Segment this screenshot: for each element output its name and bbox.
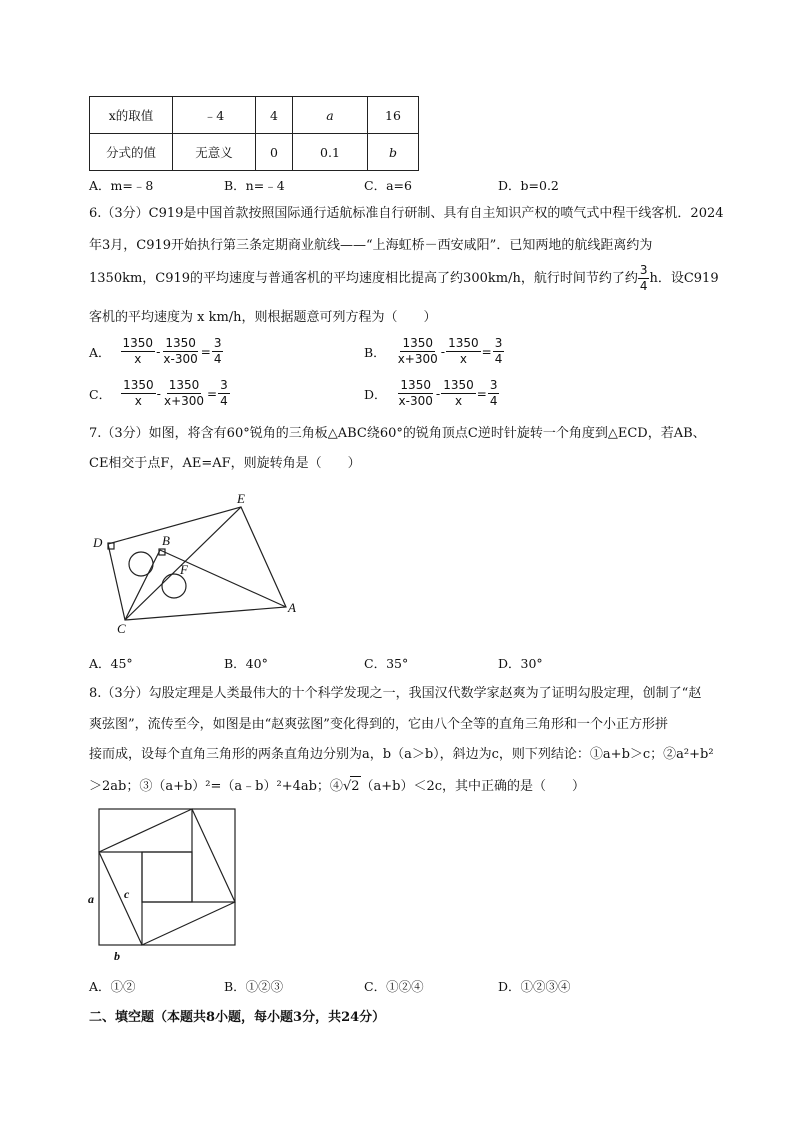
fraction-numerator: 3 bbox=[213, 336, 222, 350]
q6-text-line3 bbox=[89, 263, 719, 294]
inner-square bbox=[142, 852, 192, 902]
table-cell: x的取值 bbox=[90, 97, 173, 134]
table-cell: 无意义 bbox=[173, 134, 256, 171]
q6-option-c[interactable] bbox=[89, 378, 230, 409]
fraction-numerator: 1350 bbox=[402, 336, 433, 350]
q7-text-line1: 7.（3分）如图，将含有60°锐角的三角板△ABC绕60°的锐角顶点C逆时针旋转一个角度到△ECD，若AB、 bbox=[89, 426, 706, 441]
table-cell: 0 bbox=[256, 134, 293, 171]
fraction-denominator: 4 bbox=[213, 352, 222, 366]
fraction-numerator: 1350 bbox=[400, 378, 431, 392]
fraction-numerator: 3 bbox=[489, 378, 498, 392]
equals-sign: = bbox=[207, 386, 218, 401]
q7-option-a[interactable]: A．45° bbox=[89, 656, 133, 671]
fraction bbox=[397, 378, 435, 409]
label-d: D bbox=[93, 535, 103, 550]
q5-option-b[interactable]: B．n=﹣4 bbox=[224, 178, 285, 193]
table-row bbox=[90, 97, 419, 134]
table-cell: a bbox=[293, 97, 368, 134]
label-b: b bbox=[114, 949, 120, 963]
option-label: D． bbox=[364, 386, 387, 402]
q8-option-b[interactable]: B．①②③ bbox=[224, 979, 284, 994]
fraction bbox=[162, 378, 206, 409]
fraction-denominator: 4 bbox=[220, 394, 228, 408]
fraction-denominator: x-300 bbox=[163, 352, 198, 366]
segment-cb bbox=[125, 550, 160, 620]
table-row bbox=[90, 134, 419, 171]
segment-ba bbox=[160, 550, 286, 607]
label-c: c bbox=[124, 887, 130, 901]
label-a: a bbox=[88, 892, 94, 906]
table-cell: 4 bbox=[256, 97, 293, 134]
tilted-square bbox=[99, 809, 235, 945]
q5-option-c[interactable]: C．a=6 bbox=[364, 178, 412, 193]
fraction bbox=[212, 336, 224, 367]
fraction bbox=[488, 378, 500, 409]
label-c: C bbox=[117, 621, 126, 636]
option-label: C． bbox=[89, 386, 112, 402]
fraction bbox=[161, 336, 199, 367]
q6-text-line1: 6.（3分）C919是中国首款按照国际通行适航标准自行研制、具有自主知识产权的喷气式中程干线客机．2024 bbox=[89, 206, 724, 221]
label-a: A bbox=[288, 600, 296, 615]
q8-text-line1: 8.（3分）勾股定理是人类最伟大的十个科学发现之一，我国汉代数学家赵爽为了证明勾股定理，创制了“赵 bbox=[89, 686, 702, 701]
fraction-denominator: x-300 bbox=[398, 394, 433, 408]
fraction bbox=[121, 336, 156, 367]
option-label: A． bbox=[89, 344, 111, 360]
q8-option-d[interactable]: D．①②③④ bbox=[498, 979, 571, 994]
sqrt-radicand: 2 bbox=[350, 776, 360, 797]
fraction-numerator: 3 bbox=[494, 336, 503, 350]
fraction bbox=[396, 336, 440, 367]
fraction bbox=[218, 378, 230, 409]
triangle-hole-circle bbox=[162, 574, 186, 598]
fraction-denominator: x bbox=[459, 352, 467, 366]
q6-text-line2: 年3月，C919开始执行第三条定期商业航线——“上海虹桥－西安咸阳”．已知两地的航线距离约为 bbox=[89, 238, 653, 253]
fraction-numerator: 3 bbox=[220, 378, 228, 392]
fraction-denominator: 4 bbox=[489, 394, 498, 408]
fraction-numerator: 1350 bbox=[165, 336, 196, 350]
q8-option-c[interactable]: C．①②④ bbox=[364, 979, 424, 994]
outer-square bbox=[99, 809, 235, 945]
fraction-denominator: x bbox=[134, 352, 142, 366]
fraction bbox=[638, 263, 650, 294]
q8-text-line4 bbox=[89, 776, 585, 797]
q7-option-b[interactable]: B．40° bbox=[224, 656, 268, 671]
q6-text-line3a: 1350km，C919的平均速度与普通客机的平均速度相比提高了约300km/h，航行时间节约了约 bbox=[89, 270, 638, 286]
fraction-denominator: 4 bbox=[494, 352, 503, 366]
fraction bbox=[446, 336, 481, 367]
equals-sign: = bbox=[200, 344, 211, 359]
q7-text-line2: CE相交于点F，AE=AF，则旋转角是（ ） bbox=[89, 456, 361, 471]
rotation-figure bbox=[80, 485, 310, 640]
fraction-numerator: 1350 bbox=[168, 378, 200, 392]
q8-text-line4a: ＞2ab；③（a+b）²=（a﹣b）²+4ab；④ bbox=[89, 779, 343, 794]
option-label: B． bbox=[364, 344, 386, 360]
q6-text-line4: 客机的平均速度为 x km/h，则根据题意可列方程为（ ） bbox=[89, 310, 437, 325]
label-b: B bbox=[162, 533, 170, 548]
fraction-denominator: x bbox=[134, 394, 142, 408]
fraction-denominator: x+300 bbox=[397, 352, 438, 366]
label-e: E bbox=[237, 491, 245, 506]
minus-sign: - bbox=[156, 344, 161, 359]
q6-text-line3b: h．设C919 bbox=[649, 270, 719, 286]
table-cell: 16 bbox=[368, 97, 419, 134]
q8-text-line4b: （a+b）＜2c，其中正确的是（ ） bbox=[360, 779, 586, 794]
q6-option-a[interactable] bbox=[89, 336, 223, 367]
q6-option-b[interactable] bbox=[364, 336, 504, 367]
value-table bbox=[89, 96, 419, 171]
fraction bbox=[121, 378, 156, 409]
q7-option-c[interactable]: C．35° bbox=[364, 656, 409, 671]
q5-option-d[interactable]: D．b=0.2 bbox=[498, 178, 559, 193]
equals-sign: = bbox=[481, 344, 492, 359]
table-cell: ﹣4 bbox=[173, 97, 256, 134]
q8-text-line3: 接而成，设每个直角三角形的两条直角边分别为a，b（a＞b），斜边为c，则下列结论：①a+b＞c；②a²+b² bbox=[89, 747, 714, 762]
q7-option-d[interactable]: D．30° bbox=[498, 656, 543, 671]
zhaoshuang-figure bbox=[84, 804, 244, 966]
q5-option-a[interactable]: A．m=﹣8 bbox=[89, 178, 154, 193]
fraction-numerator: 1350 bbox=[122, 336, 154, 350]
section-heading: 二、填空题（本题共8小题，每小题3分，共24分） bbox=[89, 1010, 386, 1025]
table-cell: 0.1 bbox=[293, 134, 368, 171]
fraction bbox=[493, 336, 505, 367]
minus-sign: - bbox=[440, 344, 446, 359]
minus-sign: - bbox=[156, 386, 161, 401]
table-cell: 分式的值 bbox=[90, 134, 173, 171]
q6-option-d[interactable] bbox=[364, 378, 499, 409]
equals-sign: = bbox=[476, 386, 487, 401]
fraction-denominator: 4 bbox=[639, 279, 648, 293]
fraction-numerator: 1350 bbox=[448, 336, 479, 350]
quadrilateral-outline bbox=[108, 507, 286, 620]
q8-text-line2: 爽弦图”，流传至今，如图是由“赵爽弦图”变化得到的，它由八个全等的直角三角形和一个小正方形拼 bbox=[89, 717, 668, 732]
triangle-hole-circle bbox=[129, 552, 153, 576]
fraction-numerator: 1350 bbox=[443, 378, 474, 392]
q8-option-a[interactable]: A．①② bbox=[89, 979, 136, 994]
sqrt-icon: √ bbox=[342, 779, 352, 794]
fraction-numerator: 1350 bbox=[123, 378, 154, 392]
fraction bbox=[441, 378, 476, 409]
fraction-denominator: x+300 bbox=[163, 394, 205, 408]
table-cell: b bbox=[368, 134, 419, 171]
fraction-numerator: 3 bbox=[639, 263, 648, 277]
minus-sign: - bbox=[435, 386, 441, 401]
label-f: F bbox=[180, 562, 188, 577]
fraction-denominator: x bbox=[454, 394, 463, 408]
